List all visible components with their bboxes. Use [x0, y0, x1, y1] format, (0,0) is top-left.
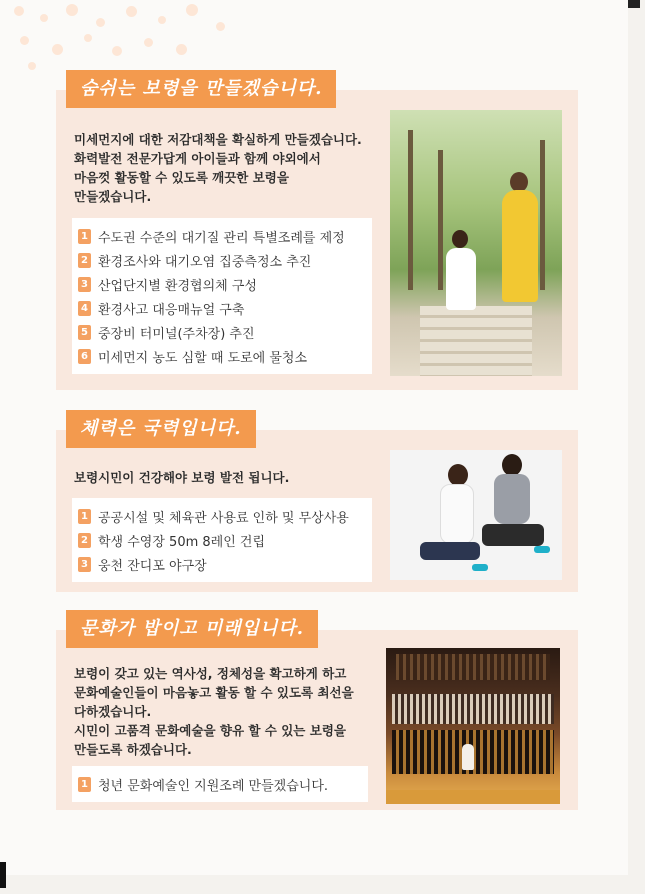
number-badge: 1 [78, 777, 91, 792]
photo-exercise-couple [390, 450, 562, 580]
section-lead: 보령이 갖고 있는 역사성, 정체성을 확고하게 하고 문화예술인들이 마음놓고 활동 할 수 있도록 최선을 다하겠습니다. 시민이 고품격 문화예술을 향유 할 수 있는 보령을 만들도록 하겠습니다. [74, 666, 354, 757]
photo-orchestra-concert [386, 648, 560, 804]
list-item: 1 공공시설 및 체육관 사용료 인하 및 무상사용 [78, 504, 358, 528]
number-badge: 3 [78, 277, 91, 292]
number-badge: 1 [78, 509, 91, 524]
number-badge: 2 [78, 253, 91, 268]
pledge-list [72, 766, 368, 802]
number-badge: 5 [78, 325, 91, 340]
section-title: 숨쉬는 보령을 만들겠습니다. [66, 70, 336, 108]
section-culture [56, 610, 578, 810]
pledge-list [72, 498, 372, 582]
scan-edge-mark [0, 862, 6, 888]
photo-mother-daughter-park [390, 110, 562, 376]
section-fitness [56, 410, 578, 592]
decorative-dots [0, 0, 260, 80]
number-badge: 3 [78, 557, 91, 572]
list-item: 1 수도권 수준의 대기질 관리 특별조례를 제정 [78, 224, 358, 248]
list-item: 3 산업단지별 환경협의체 구성 [78, 272, 358, 296]
number-badge: 1 [78, 229, 91, 244]
number-badge: 2 [78, 533, 91, 548]
scan-edge-mark [628, 0, 640, 8]
list-item: 2 학생 수영장 50m 8레인 건립 [78, 528, 358, 552]
section-title: 체력은 국력입니다. [66, 410, 256, 448]
list-item: 5 중장비 터미널(주차장) 추진 [78, 320, 358, 344]
section-lead: 보령시민이 건강해야 보령 발전 됩니다. [74, 470, 290, 485]
list-item: 6 미세먼지 농도 심할 때 도로에 물청소 [78, 344, 358, 368]
list-item: 2 환경조사와 대기오염 집중측정소 추진 [78, 248, 358, 272]
list-item: 1 청년 문화예술인 지원조례 만들겠습니다. [78, 772, 354, 796]
list-item: 3 웅천 잔디포 야구장 [78, 552, 358, 576]
list-item: 4 환경사고 대응매뉴얼 구축 [78, 296, 358, 320]
section-title: 문화가 밥이고 미래입니다. [66, 610, 318, 648]
section-lead: 미세먼지에 대한 저감대책을 확실하게 만들겠습니다. 화력발전 전문가답게 아이들과 함께 야외에서 마음껏 활동할 수 있도록 깨끗한 보령을 만들겠습니다. [74, 132, 362, 204]
number-badge: 6 [78, 349, 91, 364]
number-badge: 4 [78, 301, 91, 316]
pledge-list [72, 218, 372, 374]
section-clean-air [56, 70, 578, 390]
